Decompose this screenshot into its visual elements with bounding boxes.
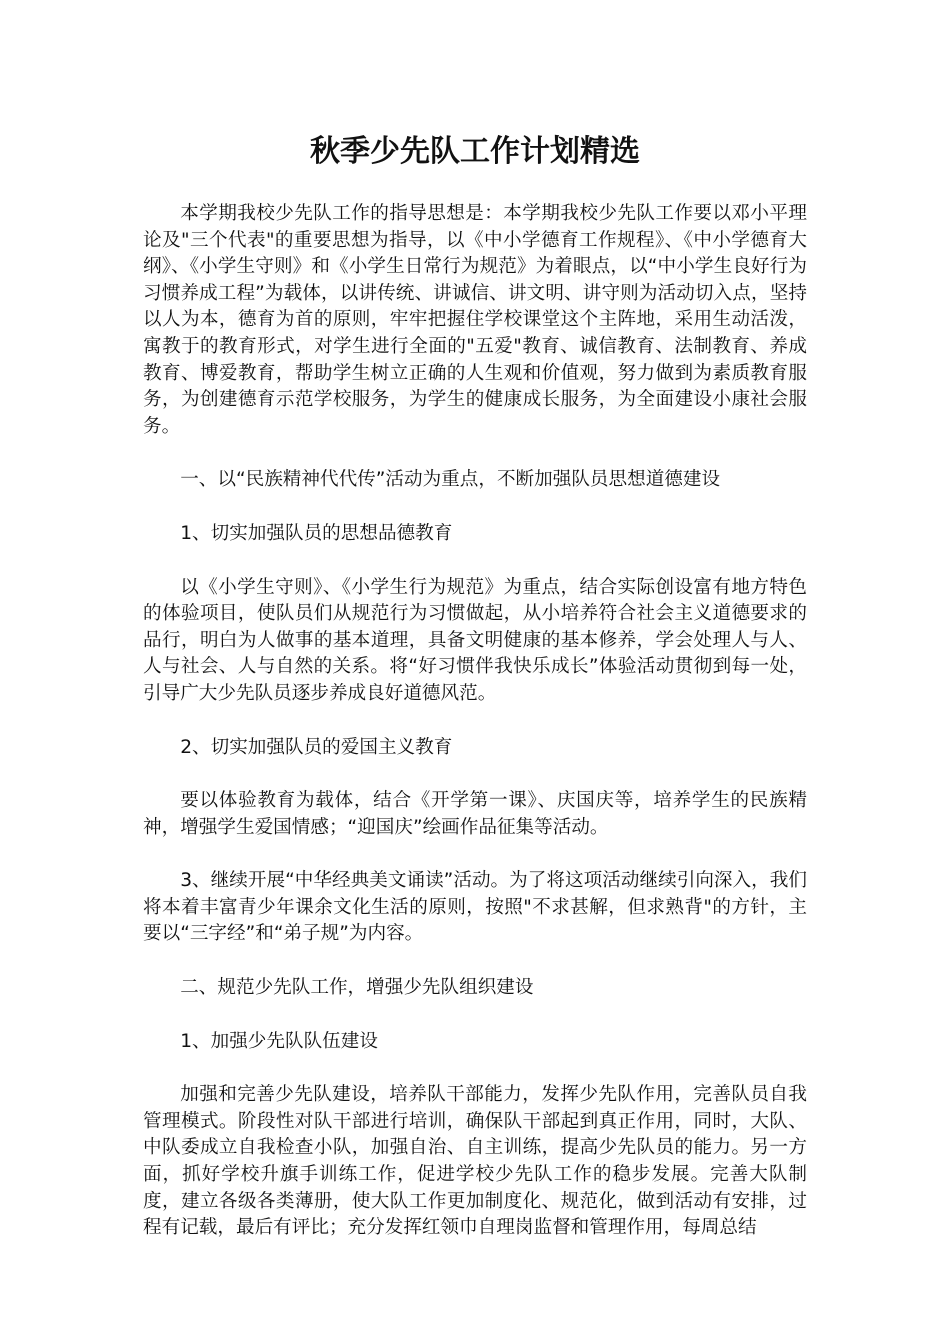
paragraph-1-2: 要以体验教育为载体，结合《开学第一课》、庆国庆等，培养学生的民族精神，增强学生爱国情感；“迎国庆”绘画作品征集等活动。 [143, 790, 807, 838]
intro-paragraph: 本学期我校少先队工作的指导思想是：本学期我校少先队工作要以邓小平理论及"三个代表"的重要思想为指导，以《中小学德育工作规程》、《中小学德育大纲》、《小学生守则》和《小学生日常行为规范》为着眼点，以“中小学生良好行为习惯养成工程”为载体，以讲传统、讲诚信、讲文明、讲守则为活动切入点，坚持以人为本，德育为首的原则，牢牢把握住学校课堂这个主阵地，采用生动活泼，寓教于的教育形式，对学生进行全面的"五爱"教育、诚信教育、法制教育、养成教育、博爱教育，帮助学生树立正确的人生观和价值观，努力做到为素质教育服务，为创建德育示范学校服务，为学生的健康成长服务，为全面建设小康社会服务。 [143, 203, 807, 437]
paragraph-1-1: 以《小学生守则》、《小学生行为规范》为重点，结合实际创设富有地方特色的体验项目，使队员们从规范行为习惯做起，从小培养符合社会主义道德要求的品行，明白为人做事的基本道理，具备文明健康的基本修养，学会处理人与人、人与社会、人与自然的关系。将“好习惯伴我快乐成长”体验活动贯彻到每一处，引导广大少先队员逐步养成良好道德风范。 [143, 576, 807, 704]
document-title: 秋季少先队工作计划精选 [310, 134, 640, 169]
subsection-heading-1-1: 1、切实加强队员的思想品德教育 [180, 522, 453, 544]
document-body [143, 201, 807, 1269]
subsection-heading-2-1: 1、加强少先队队伍建设 [180, 1030, 378, 1052]
paragraph-1-3: 3、继续开展“中华经典美文诵读”活动。为了将这项活动继续引向深入，我们将本着丰富青少年课余文化生活的原则，按照"不求甚解，但求熟背"的方针，主要以“三字经”和“弟子规”为内容。 [143, 870, 807, 945]
subsection-heading-1-2: 2、切实加强队员的爱国主义教育 [180, 736, 453, 758]
paragraph-2-1: 加强和完善少先队建设，培养队干部能力，发挥少先队作用，完善队员自我管理模式。阶段性对队干部进行培训，确保队干部起到真正作用，同时，大队、中队委成立自我检查小队，加强自治、自主训练，提高少先队员的能力。另一方面，抓好学校升旗手训练工作，促进学校少先队工作的稳步发展。完善大队制度，建立各级各类薄册，使大队工作更加制度化、规范化，做到活动有安排，过程有记载，最后有评比；充分发挥红领巾自理岗监督和管理作用，每周总结 [143, 1084, 807, 1239]
section-heading-1: 一、以“民族精神代代传”活动为重点，不断加强队员思想道德建设 [180, 469, 721, 491]
section-heading-2: 二、规范少先队工作，增强少先队组织建设 [180, 977, 534, 999]
